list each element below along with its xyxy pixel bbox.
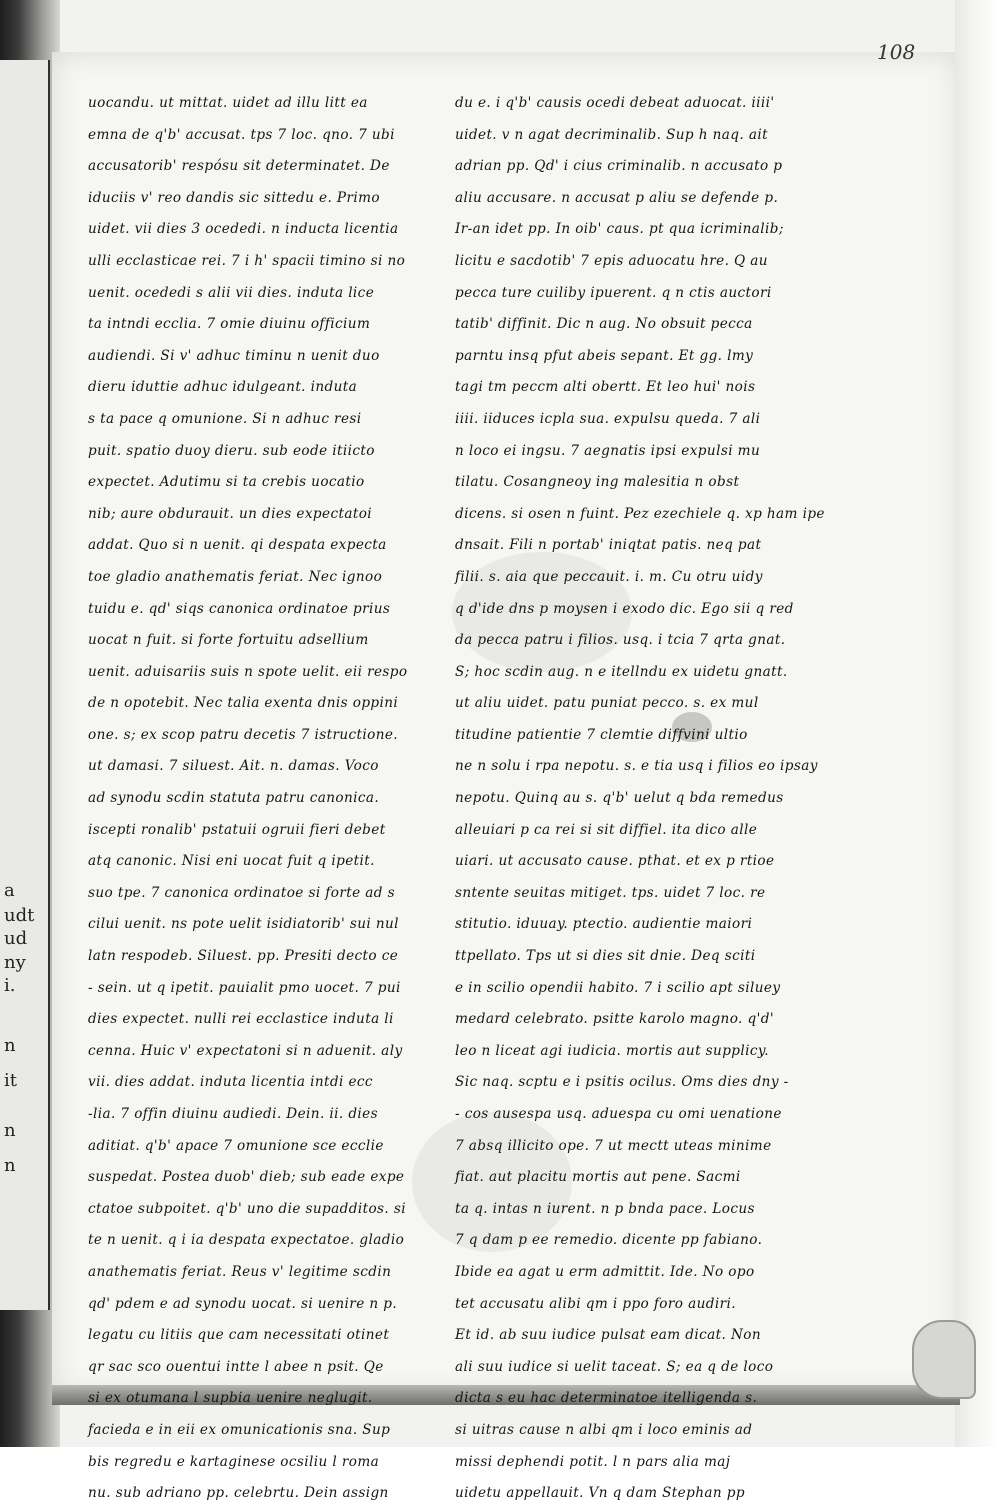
text-line: iscepti ronalib' pstatuii ogruii fieri debet <box>88 821 386 838</box>
text-line: ut aliu uidet. patu puniat pecco. s. ex mul <box>455 695 759 712</box>
text-line: cilui uenit. ns pote uelit isidiatorib' sui nul <box>88 916 399 933</box>
text-line: tagi tm peccm alti obertt. Et leo hui' nois <box>455 379 756 396</box>
text-line: alleuiari p ca rei si sit diffiel. ita dico alle <box>455 821 758 838</box>
text-line: Ir-an idet pp. In oib' caus. pt qua icriminalib; <box>455 221 784 238</box>
text-line: nepotu. Quinq au s. q'b' uelut q bda remedus <box>455 790 784 807</box>
text-line: medard celebrato. psitte karolo magno. q'd' <box>455 1011 774 1028</box>
page-right-edge <box>955 0 1000 1447</box>
facing-fragment: n <box>4 1120 16 1141</box>
text-line: tuidu e. qd' siqs canonica ordinatoe prius <box>88 600 391 617</box>
text-line: aditiat. q'b' apace 7 omunione sce ecclie <box>88 1137 384 1154</box>
text-line: pecca ture cuiliby ipuerent. q n ctis auctori <box>455 284 772 301</box>
facing-fragment: n <box>4 1035 16 1056</box>
text-line: accusatorib' respósu sit determinatet. De <box>88 158 390 175</box>
text-line: fiat. aut placitu mortis aut pene. Sacmi <box>455 1169 741 1186</box>
text-line: addat. Quo si n uenit. qi despata expecta <box>88 537 387 554</box>
text-line: si ex otumana l supbia uenire neglugit. <box>88 1390 373 1407</box>
text-line: ut damasi. 7 siluest. Ait. n. damas. Voco <box>88 758 379 775</box>
text-line: uenit. aduisariis suis n spote uelit. eii respo <box>88 663 408 680</box>
text-line: latn respodeb. Siluest. pp. Presiti decto ce <box>88 948 399 965</box>
text-line: 7 q dam p ee remedio. dicente pp fabiano. <box>455 1232 763 1249</box>
text-line: dieru iduttie adhuc idulgeant. induta <box>88 379 358 396</box>
facing-page-edge <box>0 60 50 1310</box>
text-line: ne n solu i rpa nepotu. s. e tia usq i filios eo ipsay <box>455 758 818 775</box>
text-line: sntente seuitas mitiget. tps. uidet 7 loc. re <box>455 884 766 901</box>
facing-fragment: n <box>4 1155 16 1176</box>
text-line: dnsait. Fili n portab' iniqtat patis. neq pat <box>455 537 762 554</box>
text-line: du e. i q'b' causis ocedi debeat aduocat. iiii' <box>455 95 775 111</box>
facing-fragment: i. <box>4 975 16 996</box>
text-column-right <box>455 88 845 1510</box>
text-line: uenit. ocededi s alii vii dies. induta lice <box>88 284 375 301</box>
text-column-left <box>88 88 458 1510</box>
text-line: dies expectet. nulli rei ecclastice induta li <box>88 1011 394 1028</box>
text-line: q d'ide dns p moysen i exodo dic. Ego sii q red <box>455 600 794 617</box>
text-line: vii. dies addat. induta licentia intdi ecc <box>88 1074 373 1091</box>
text-line: iiii. iiduces icpla sua. expulsu queda. 7 ali <box>455 410 761 427</box>
text-line: atq canonic. Nisi eni uocat fuit q ipetit. <box>88 853 375 870</box>
text-line: stitutio. iduuay. ptectio. audientie maiori <box>455 916 753 933</box>
text-line: licitu e sacdotib' 7 epis aduocatu hre. Q au <box>455 252 768 269</box>
text-line: tet accusatu alibi qm i ppo foro audiri. <box>455 1295 736 1312</box>
text-line: uiari. ut accusato cause. pthat. et ex p rtioe <box>455 853 775 870</box>
text-line: de n opotebit. Nec talia exenta dnis oppini <box>88 695 399 712</box>
text-line: uocat n fuit. si forte fortuitu adsellium <box>88 632 369 649</box>
facing-fragment: a <box>4 880 15 901</box>
text-line: s ta pace q omunione. Si n adhuc resi <box>88 410 362 427</box>
text-line: dicta s eu hac determinatoe itelligenda s. <box>455 1390 758 1407</box>
text-line: audiendi. Si v' adhuc timinu n uenit duo <box>88 347 380 364</box>
text-line: ta intndi ecclia. 7 omie diuinu officium <box>88 316 371 333</box>
text-line: 7 absq illicito ope. 7 ut mectt uteas minime <box>455 1137 772 1154</box>
text-line: cenna. Huic v' expectatoni si n aduenit. aly <box>88 1042 403 1059</box>
text-line: tatib' diffinit. Dic n aug. No obsuit pecca <box>455 316 753 333</box>
text-line: parntu insq pfut abeis sepant. Et gg. lmy <box>455 347 754 364</box>
text-line: qr sac sco ouentui intte l abee n psit. Qe <box>88 1358 384 1375</box>
text-line: ctatoe subpoitet. q'b' uno die supadditos. si <box>88 1200 406 1217</box>
text-line: uidet. v n agat decriminalib. Sup h naq. ait <box>455 126 768 143</box>
text-line: S; hoc scdin aug. n e itellndu ex uidetu gnatt. <box>455 663 788 680</box>
text-line: Sic naq. scptu e i psitis ocilus. Oms dies dny - <box>455 1074 789 1091</box>
text-line: filii. s. aia que peccauit. i. m. Cu otru uidy <box>455 568 763 585</box>
text-line: ad synodu scdin statuta patru canonica. <box>88 790 380 807</box>
thumb-holding-page <box>912 1320 976 1399</box>
text-line: facieda e in eii ex omunicationis sna. Sup <box>88 1421 391 1438</box>
text-line: Et id. ab suu iudice pulsat eam dicat. Non <box>455 1327 761 1344</box>
text-line: n loco ei ingsu. 7 aegnatis ipsi expulsi mu <box>455 442 761 459</box>
text-line: da pecca patru i filios. usq. i tcia 7 qrta gnat. <box>455 632 786 649</box>
text-line: nu. sub adriano pp. celebrtu. Dein assign <box>88 1485 389 1502</box>
text-line: Ibide ea agat u erm admittit. Ide. No opo <box>455 1263 755 1280</box>
text-line: ulli ecclasticae rei. 7 i h' spacii timino si no <box>88 252 406 269</box>
text-line: one. s; ex scop patru decetis 7 istructione. <box>88 726 399 743</box>
text-line: -lia. 7 offin diuinu audiedi. Dein. ii. dies <box>88 1106 378 1122</box>
text-line: titudine patientie 7 clemtie diffvini ultio <box>455 726 748 743</box>
text-line: iduciis v' reo dandis sic sittedu e. Primo <box>88 189 380 206</box>
text-line: tilatu. Cosangneoy ing malesitia n obst <box>455 474 740 491</box>
text-line: si uitras cause n albi qm i loco eminis ad <box>455 1421 753 1438</box>
text-line: aliu accusare. n accusat p aliu se defende p. <box>455 189 779 206</box>
facing-fragment: it <box>4 1070 17 1091</box>
text-line: uocandu. ut mittat. uidet ad illu litt ea <box>88 95 368 111</box>
facing-fragment: udt <box>4 905 35 926</box>
text-line: uidet. vii dies 3 ocededi. n inducta licentia <box>88 221 399 238</box>
text-line: ttpellato. Tps ut si dies sit dnie. Deq sciti <box>455 948 756 965</box>
text-line: dicens. si osen n fuint. Pez ezechiele q. xp ham ipe <box>455 505 825 522</box>
text-line: legatu cu litiis que cam necessitati otinet <box>88 1327 390 1344</box>
folio-number: 108 <box>877 40 916 64</box>
text-line: emna de q'b' accusat. tps 7 loc. qno. 7 ubi <box>88 126 395 143</box>
text-line: leo n liceat agi iudicia. mortis aut supplicy. <box>455 1042 769 1059</box>
text-line: suspedat. Postea duob' dieb; sub eade expe <box>88 1169 405 1186</box>
text-line: anathematis feriat. Reus v' legitime scdin <box>88 1263 392 1280</box>
text-line: te n uenit. q i ia despata expectatoe. gladio <box>88 1232 405 1249</box>
text-line: uidetu appellauit. Vn q dam Stephan pp <box>455 1485 745 1502</box>
text-line: toe gladio anathematis feriat. Nec ignoo <box>88 568 383 585</box>
text-line: e in scilio opendii habito. 7 i scilio apt siluey <box>455 979 781 996</box>
text-line: missi dephendi potit. l n pars alia maj <box>455 1453 731 1470</box>
text-line: - cos ausespa usq. aduespa cu omi uenatione <box>455 1106 782 1122</box>
text-line: ali suu iudice si uelit taceat. S; ea q de loco <box>455 1358 774 1375</box>
text-line: adrian pp. Qd' i cius criminalib. n accusato p <box>455 158 783 175</box>
text-line: suo tpe. 7 canonica ordinatoe si forte ad s <box>88 884 395 901</box>
text-line: ta q. intas n iurent. n p bnda pace. Locus <box>455 1200 755 1217</box>
text-line: puit. spatio duoy dieru. sub eode itiicto <box>88 442 375 459</box>
facing-fragment: ud <box>4 928 28 949</box>
text-line: nib; aure obdurauit. un dies expectatoi <box>88 505 373 522</box>
text-line: bis regredu e kartaginese ocsiliu l roma <box>88 1453 380 1470</box>
text-line: - sein. ut q ipetit. pauialit pmo uocet. 7 pui <box>88 979 401 996</box>
text-line: expectet. Adutimu si ta crebis uocatio <box>88 474 365 491</box>
facing-fragment: ny <box>4 952 26 973</box>
text-line: qd' pdem e ad synodu uocat. si uenire n p. <box>88 1295 398 1312</box>
